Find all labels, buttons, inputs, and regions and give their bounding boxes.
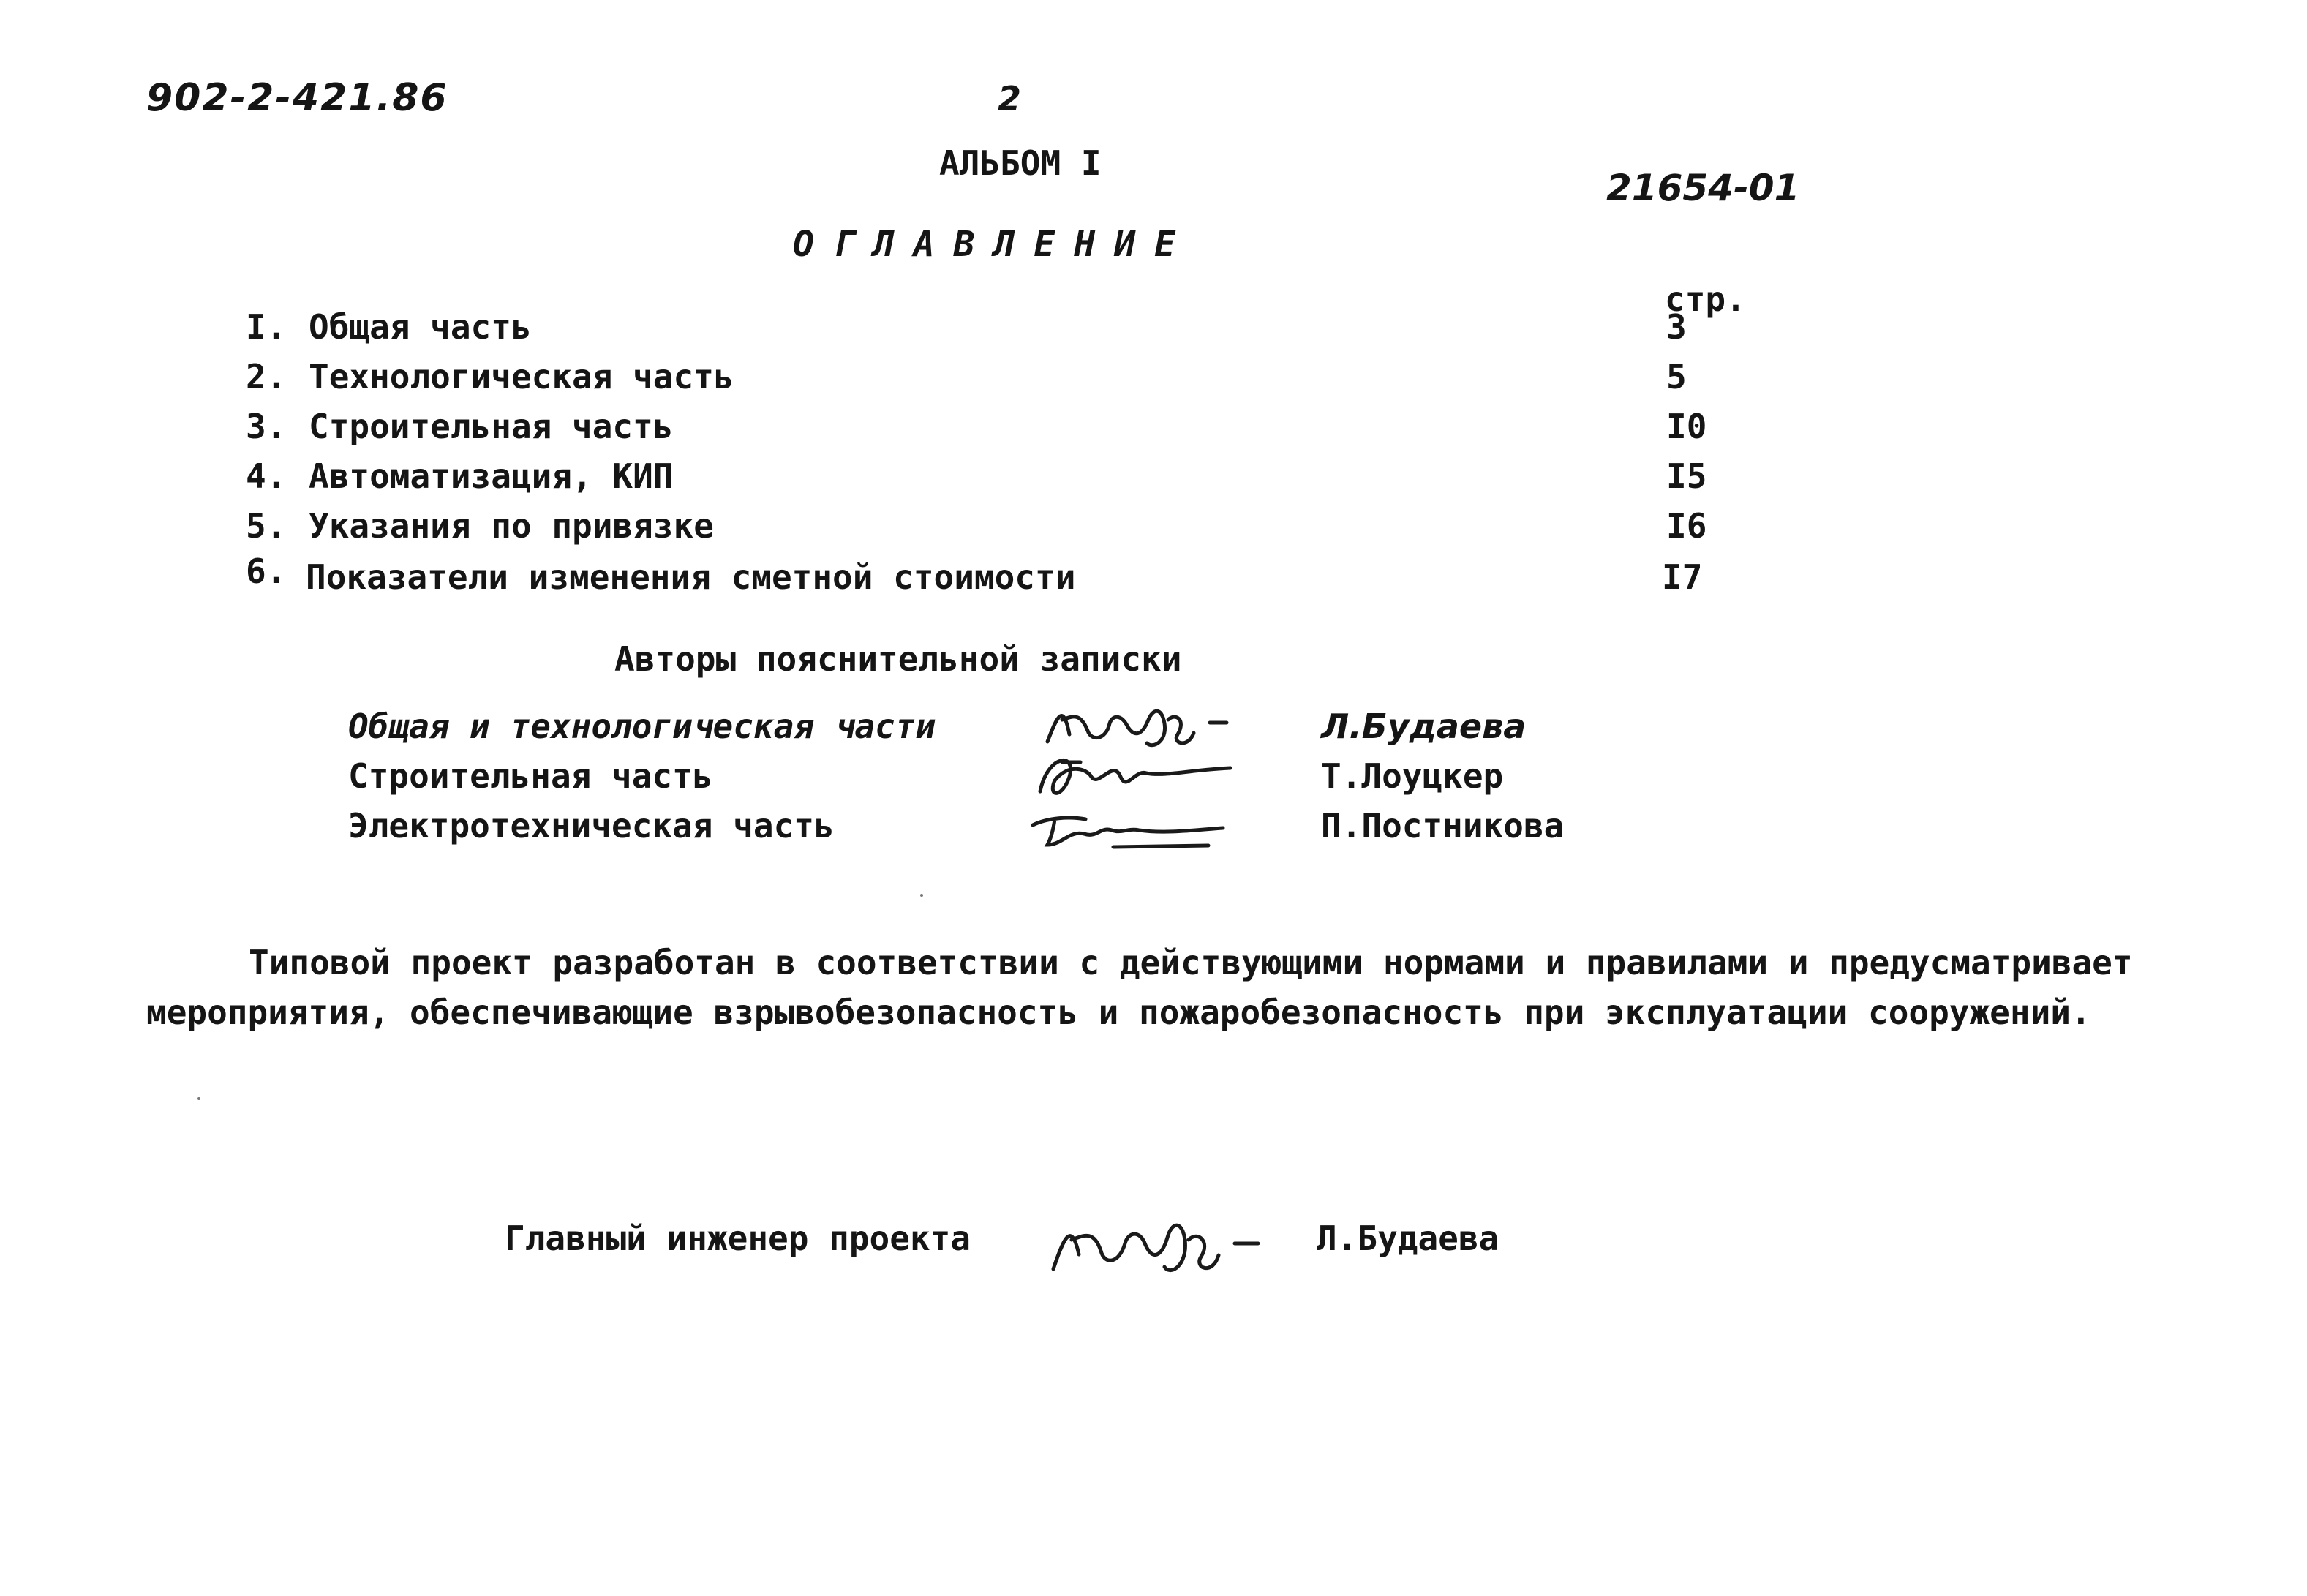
toc-item-page: I5 [1666,456,1707,496]
toc-item-page: I7 [1662,557,1703,597]
toc-item-number: 3. [246,407,287,446]
toc-page-column-header: стр. [1665,279,1746,319]
toc-item-page: I0 [1666,407,1707,446]
toc-item-number: 6. [246,552,287,591]
chief-engineer-name: Л.Будаева [1317,1219,1499,1258]
signature [1018,790,1252,856]
toc-item-number: 5. [246,506,287,546]
author-row [348,806,1665,854]
toc-item-label: Строительная часть [309,407,674,446]
toc-item-page: I6 [1666,506,1707,546]
toc-item [246,456,1782,505]
document-code: 902-2-421.86 [146,76,448,120]
toc-item-label: Указания по привязке [309,506,714,546]
toc-item [246,357,1782,405]
chief-engineer-row [505,1219,1602,1277]
author-part: Строительная часть [348,756,713,796]
toc-item-label: Технологическая часть [309,357,734,396]
album-title: АЛЬБОМ I [939,143,1102,183]
scan-speck [197,1097,200,1100]
author-name: П.Постникова [1321,806,1565,846]
toc-item-number: I. [246,307,287,347]
author-row [348,707,1665,755]
chief-engineer-role: Главный инженер проекта [505,1219,971,1258]
archive-number: 21654-01 [1606,167,1800,209]
toc-item [246,552,1782,606]
author-row [348,756,1665,805]
toc-item-number: 4. [246,456,287,496]
author-name: Л.Будаева [1321,707,1527,746]
scan-speck [920,894,923,897]
notice-text: Типовой проект разработан в соответствии с действующими нормами и правилами и предусматривает мероприятия, обеспечивающие взрывобезопасность и пожаробезопасность при эксплуатации сооружений. [146,943,2133,1032]
toc-item-page: 5 [1666,357,1687,396]
author-name: Т.Лоуцкер [1321,756,1504,796]
page-number: 2 [998,79,1022,118]
toc-item-page: 3 [1666,307,1687,347]
toc-item-label: Общая часть [309,307,532,347]
author-part: Общая и технологическая части [348,707,936,746]
toc-item-label: Показатели изменения сметной стоимости [306,557,1076,597]
signature [1039,1200,1273,1280]
toc-item [246,407,1782,455]
author-part: Электротехническая часть [348,806,835,846]
toc-item [246,506,1782,554]
toc-title: ОГЛАВЛЕНИЕ [793,224,1194,265]
notice-paragraph [146,938,2136,1037]
toc-item-label: Автоматизация, КИП [309,456,674,496]
toc-item-number: 2. [246,357,287,396]
authors-title: Авторы пояснительной записки [614,639,1182,679]
toc-item [246,307,1782,355]
